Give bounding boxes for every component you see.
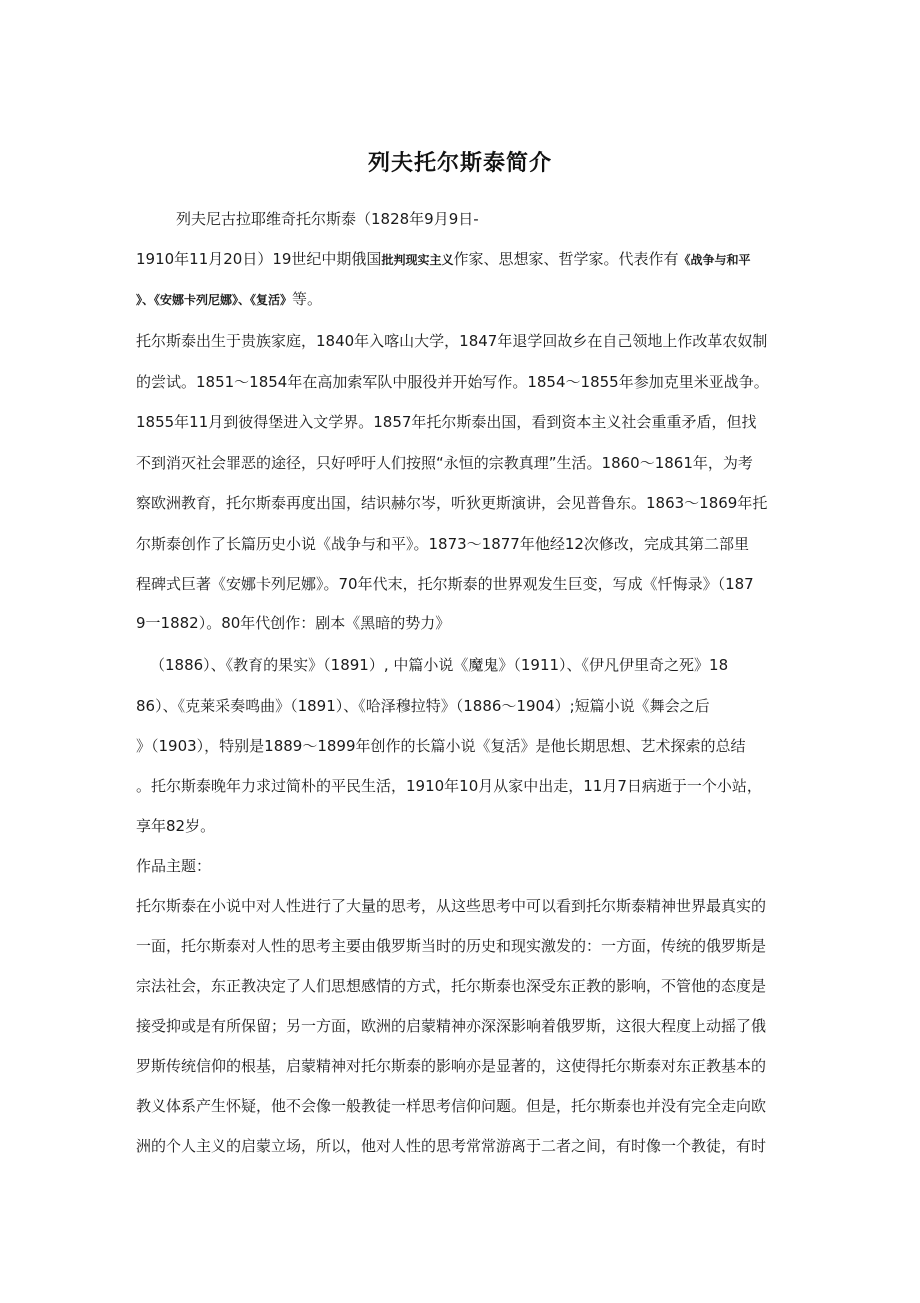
works-title-list: 《战争与和平 — [678, 253, 751, 267]
intro-line-3 — [136, 289, 322, 310]
intro-text: 1910年11月20日）19世纪中期俄国 — [136, 250, 382, 268]
theme-line: 一面，托尔斯泰对人性的思考主要由俄罗斯当时的历史和现实激发的：一方面，传统的俄罗斯是 — [136, 937, 767, 955]
biography-line: 程碑式巨著《安娜卡列尼娜》。70年代末，托尔斯泰的世界观发生巨变，写成《忏悔录》（187 — [136, 575, 754, 593]
theme-line: 洲的个人主义的启蒙立场，所以，他对人性的思考常常游离于二者之间，有时像一个教徒，有时 — [136, 1137, 767, 1155]
biography-line: 1855年11月到彼得堡进入文学界。1857年托尔斯泰出国，看到资本主义社会重重矛盾，但找 — [136, 413, 757, 431]
works-line: 》（1903），特别是1889～1899年创作的长篇小说《复活》是他长期思想、艺术探索的总结 — [136, 737, 746, 755]
section-heading-themes: 作品主题： — [136, 857, 212, 875]
theme-line: 托尔斯泰在小说中对人性进行了大量的思考，从这些思考中可以看到托尔斯泰精神世界最真实的 — [136, 897, 767, 915]
works-line: 。托尔斯泰晚年力求过简朴的平民生活，1910年10月从家中出走，11月7日病逝于一个小站， — [136, 777, 762, 795]
document-title: 列夫托尔斯泰简介 — [367, 151, 552, 176]
intro-line-1: 列夫尼古拉耶维奇托尔斯泰（1828年9月9日- — [176, 210, 479, 228]
theme-line: 教义体系产生怀疑，他不会像一般教徒一样思考信仰问题。但是，托尔斯泰也并没有完全走向欧 — [136, 1097, 767, 1115]
intro-text: 作家、思想家、哲学家。代表作有 — [453, 250, 679, 268]
biography-line: 的尝试。1851～1854年在高加索军队中服役并开始写作。1854～1855年参加克里米亚战争。 — [136, 373, 769, 391]
biography-line: 9一1882）。80年代创作：剧本《黑暗的势力》 — [136, 614, 451, 632]
works-line: （1886）、《教育的果实》（1891）, 中篇小说《魔鬼》（1911）、《伊凡伊里奇之死》18 — [150, 656, 729, 674]
critical-realism-term: 批判现实主义 — [381, 253, 454, 267]
works-line: 86）、《克莱采奏鸣曲》（1891）、《哈泽穆拉特》（1886～1904）;短篇小说《舞会之后 — [136, 697, 710, 715]
works-line: 享年82岁。 — [136, 817, 216, 835]
theme-line: 罗斯传统信仰的根基，启蒙精神对托尔斯泰的影响亦是显著的，这使得托尔斯泰对东正教基本的 — [136, 1057, 767, 1075]
biography-line: 托尔斯泰出生于贵族家庭，1840年入喀山大学，1847年退学回故乡在自己领地上作改革农奴制 — [136, 332, 768, 350]
works-title-list: 》、《安娜卡列尼娜》、《复活》 — [136, 293, 293, 307]
intro-text: 等。 — [292, 290, 323, 308]
biography-line: 尔斯泰创作了长篇历史小说《战争与和平》。1873～1877年他经12次修改，完成其第二部里 — [136, 535, 749, 553]
biography-line: 察欧洲教育，托尔斯泰再度出国，结识赫尔岑，听狄更斯演讲，会见普鲁东。1863～1869年托 — [136, 494, 768, 512]
intro-line-2 — [136, 249, 750, 270]
theme-line: 接受抑或是有所保留；另一方面，欧洲的启蒙精神亦深深影响着俄罗斯，这很大程度上动摇了俄 — [136, 1017, 767, 1035]
biography-line: 不到消灭社会罪恶的途径，只好呼吁人们按照“永恒的宗教真理”生活。1860～1861年，为考 — [136, 454, 753, 472]
theme-line: 宗法社会，东正教决定了人们思想感情的方式，托尔斯泰也深受东正教的影响，不管他的态度是 — [136, 977, 767, 995]
